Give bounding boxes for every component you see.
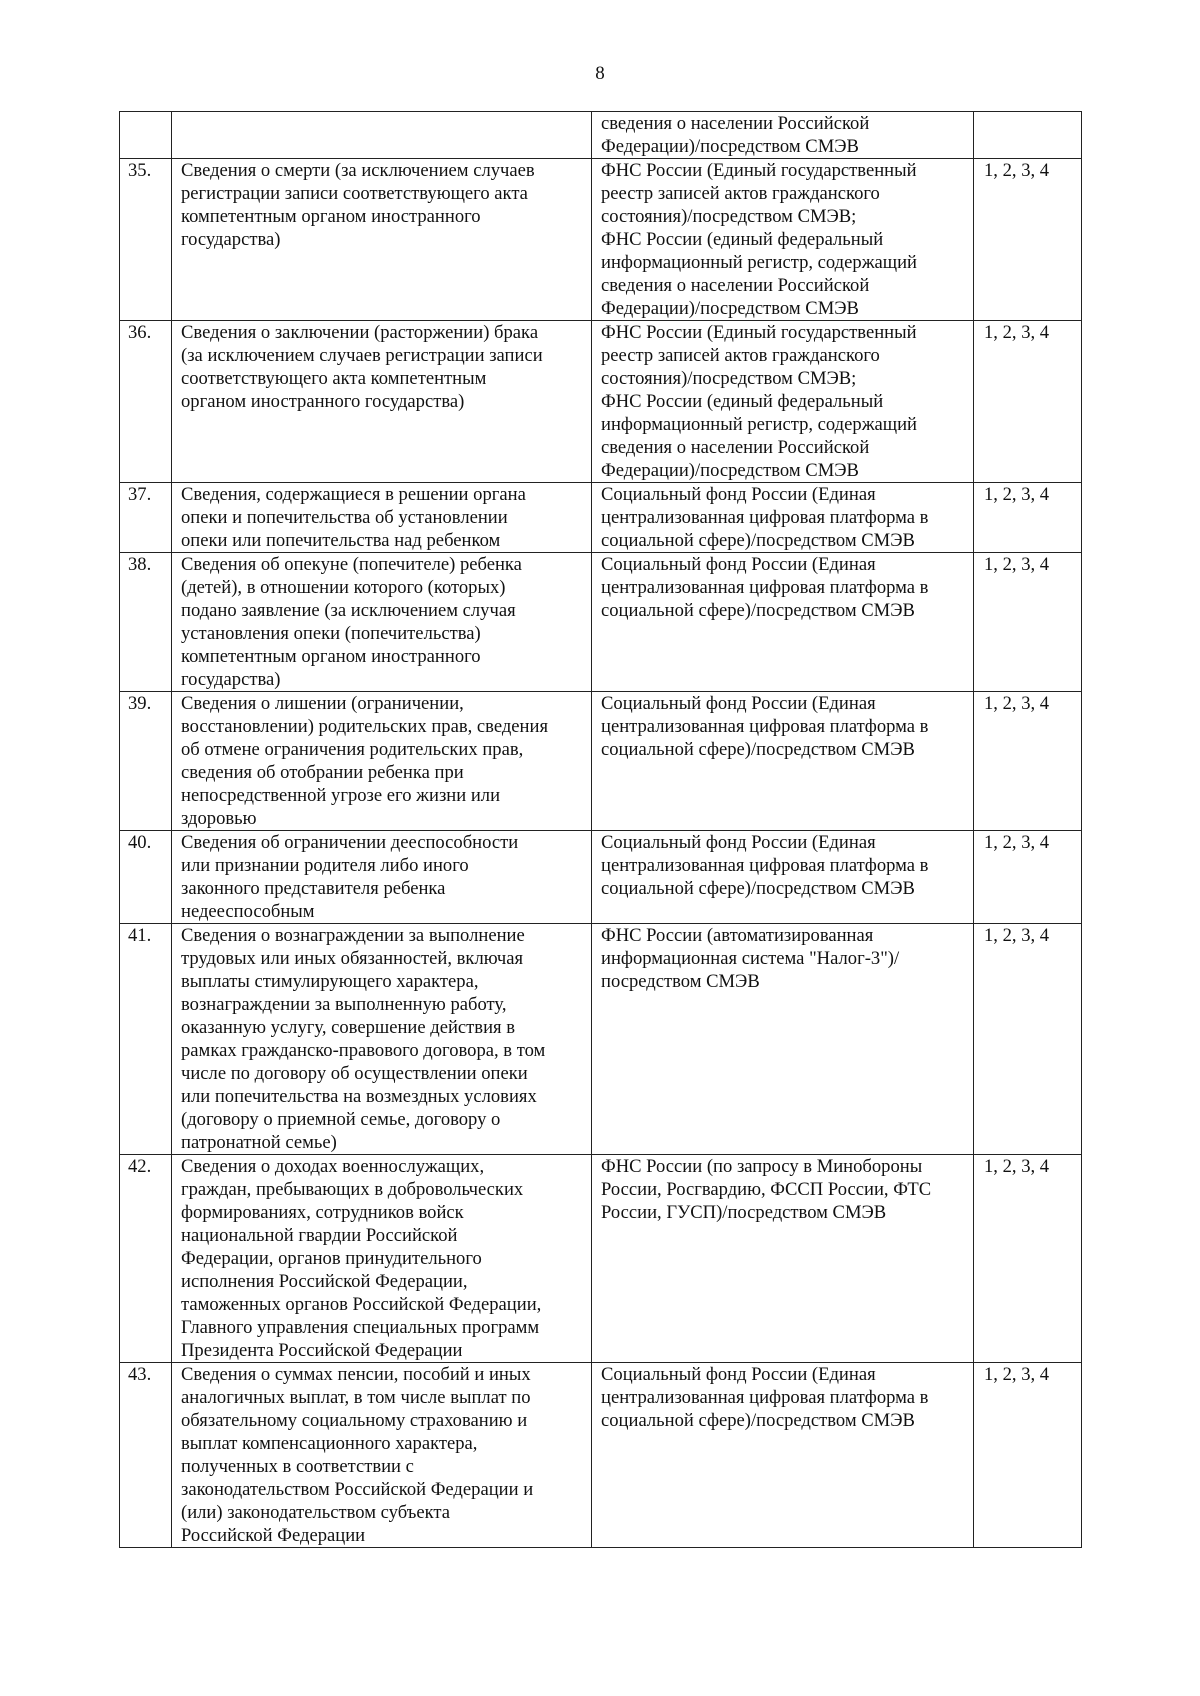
row-number: 41. [120,924,172,1155]
source-cell: ФНС России (Единый государственный реестр записей актов гражданского состояния)/посредством СМЭВ; ФНС России (единый федеральный информационный регистр, содержащий сведения о населении Российской Федерации)/посредством СМЭВ [592,159,974,321]
codes-cell: 1, 2, 3, 4 [974,1155,1082,1363]
source-cell: ФНС России (автоматизированная информационная система "Налог-3")/ посредством СМЭВ [592,924,974,1155]
table-row [120,692,1082,831]
table-row [120,553,1082,692]
row-number: 43. [120,1363,172,1548]
info-cell: Сведения о смерти (за исключением случаев регистрации записи соответствующего акта компетентным органом иностранного государства) [172,159,592,321]
codes-cell [974,112,1082,159]
row-number: 39. [120,692,172,831]
row-number: 38. [120,553,172,692]
source-cell: Социальный фонд России (Единая централизованная цифровая платформа в социальной сфере)/посредством СМЭВ [592,1363,974,1548]
source-cell: ФНС России (Единый государственный реестр записей актов гражданского состояния)/посредством СМЭВ; ФНС России (единый федеральный информационный регистр, содержащий сведения о населении Российской Федерации)/посредством СМЭВ [592,321,974,483]
row-number [120,112,172,159]
page-number: 8 [595,63,605,84]
info-cell: Сведения о вознаграждении за выполнение трудовых или иных обязанностей, включая выплаты стимулирующего характера, вознаграждении за выполненную работу, оказанную услугу, совершение действия в рамках гражданско-правового договора, в том числе по договору об осуществлении опеки или попечительства на возмездных условиях (договору о приемной семье, договору о патронатной семье) [172,924,592,1155]
row-number: 42. [120,1155,172,1363]
codes-cell: 1, 2, 3, 4 [974,321,1082,483]
codes-cell: 1, 2, 3, 4 [974,692,1082,831]
codes-cell: 1, 2, 3, 4 [974,1363,1082,1548]
info-cell: Сведения о заключении (расторжении) брака (за исключением случаев регистрации записи соответствующего акта компетентным органом иностранного государства) [172,321,592,483]
info-cell: Сведения об ограничении дееспособности или признании родителя либо иного законного представителя ребенка недееспособным [172,831,592,924]
table-row [120,1363,1082,1548]
table-row [120,924,1082,1155]
table-row [120,112,1082,159]
table-row [120,483,1082,553]
table-row [120,831,1082,924]
source-cell: Социальный фонд России (Единая централизованная цифровая платформа в социальной сфере)/посредством СМЭВ [592,483,974,553]
source-cell: Социальный фонд России (Единая централизованная цифровая платформа в социальной сфере)/посредством СМЭВ [592,831,974,924]
codes-cell: 1, 2, 3, 4 [974,483,1082,553]
source-cell: ФНС России (по запросу в Минобороны России, Росгвардию, ФССП России, ФТС России, ГУСП)/посредством СМЭВ [592,1155,974,1363]
codes-cell: 1, 2, 3, 4 [974,553,1082,692]
info-cell: Сведения об опекуне (попечителе) ребенка (детей), в отношении которого (которых) подано заявление (за исключением случая установления опеки (попечительства) компетентным органом иностранного государства) [172,553,592,692]
source-cell: Социальный фонд России (Единая централизованная цифровая платформа в социальной сфере)/посредством СМЭВ [592,692,974,831]
info-cell: Сведения о лишении (ограничении, восстановлении) родительских прав, сведения об отмене ограничения родительских прав, сведения об отобрании ребенка при непосредственной угрозе его жизни или здоровью [172,692,592,831]
row-number: 37. [120,483,172,553]
codes-cell: 1, 2, 3, 4 [974,159,1082,321]
table-row [120,321,1082,483]
info-cell: Сведения, содержащиеся в решении органа опеки и попечительства об установлении опеки или попечительства над ребенком [172,483,592,553]
row-number: 36. [120,321,172,483]
info-cell: Сведения о суммах пенсии, пособий и иных аналогичных выплат, в том числе выплат по обязательному социальному страхованию и выплат компенсационного характера, полученных в соответствии с законодательством Российской Федерации и (или) законодательством субъекта Российской Федерации [172,1363,592,1548]
row-number: 40. [120,831,172,924]
info-cell: Сведения о доходах военнослужащих, граждан, пребывающих в добровольческих формированиях, сотрудников войск национальной гвардии Российской Федерации, органов принудительного исполнения Российской Федерации, таможенных органов Российской Федерации, Главного управления специальных программ Президента Российской Федерации [172,1155,592,1363]
table-row [120,159,1082,321]
source-cell: Социальный фонд России (Единая централизованная цифровая платформа в социальной сфере)/посредством СМЭВ [592,553,974,692]
codes-cell: 1, 2, 3, 4 [974,924,1082,1155]
source-cell: сведения о населении Российской Федерации)/посредством СМЭВ [592,112,974,159]
info-cell [172,112,592,159]
row-number: 35. [120,159,172,321]
table-row [120,1155,1082,1363]
codes-cell: 1, 2, 3, 4 [974,831,1082,924]
data-sources-table [119,111,1082,1548]
